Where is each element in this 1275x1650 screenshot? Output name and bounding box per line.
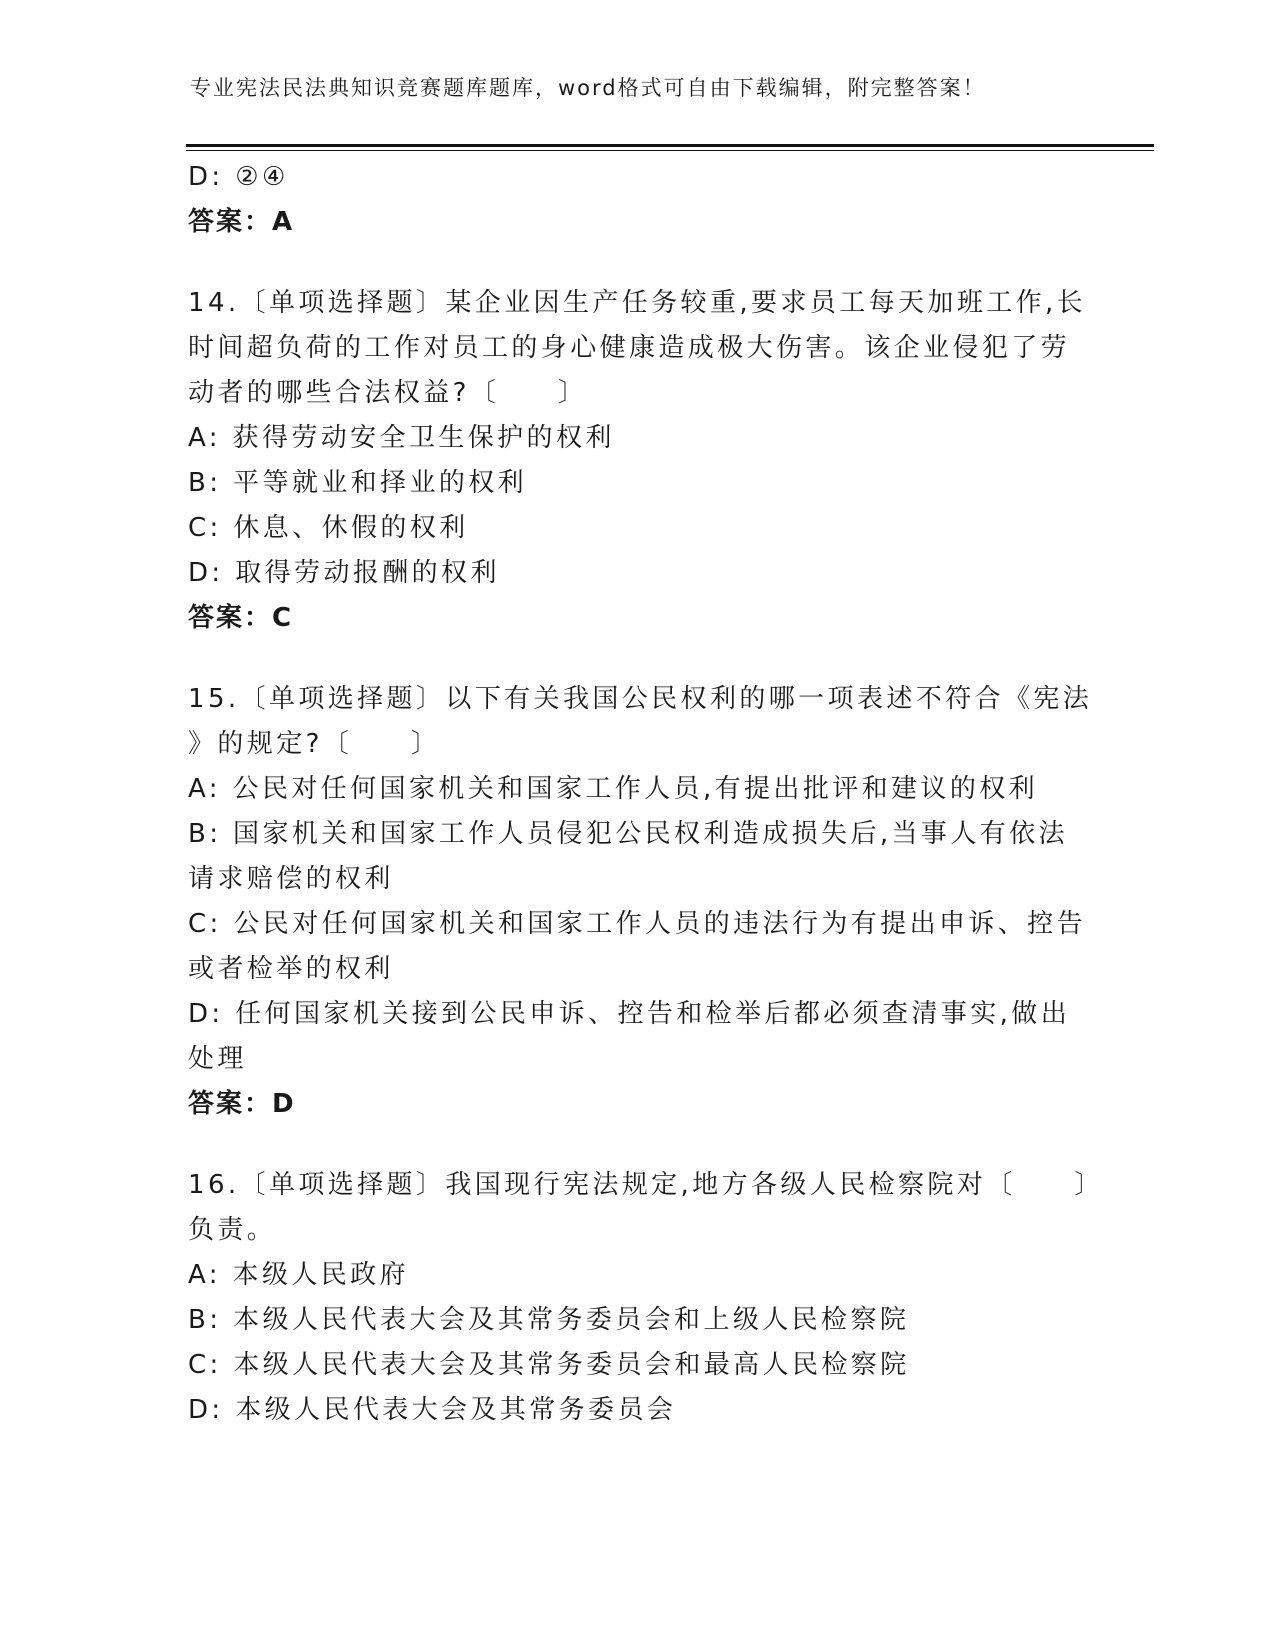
q16-stem-line-1: 16.〔单项选择题〕我国现行宪法规定,地方各级人民检察院对〔 〕 [188,1170,1104,1200]
q15-option-b: B: 国家机关和国家工作人员侵犯公民权利造成损失后,当事人有依法 [188,819,1068,849]
q14-stem-line-1: 14.〔单项选择题〕某企业因生产任务较重,要求员工每天加班工作,长 [188,288,1087,318]
q16-stem-line-2: 负责。 [188,1215,277,1245]
q16-option-b: B: 本级人民代表大会及其常务委员会和上级人民检察院 [188,1305,910,1335]
prev-option-d: D: ②④ [188,162,289,192]
q14-option-a: A: 获得劳动安全卫生保护的权利 [188,423,615,453]
q14-stem-line-2: 时间超负荷的工作对员工的身心健康造成极大伤害。该企业侵犯了劳 [188,333,1071,363]
q14-stem-line-3: 动者的哪些合法权益?〔 〕 [188,378,588,408]
q15-option-d-cont: 处理 [188,1044,247,1074]
page-header: 专业宪法民法典知识竞赛题库题库，word格式可自由下载编辑，附完整答案！ [190,76,986,100]
q14-option-c: C: 休息、休假的权利 [188,513,469,543]
q15-stem-line-2: 》的规定?〔 〕 [188,729,441,759]
q15-option-c: C: 公民对任何国家机关和国家工作人员的违法行为有提出申诉、控告 [188,909,1086,939]
header-rule-thin [186,150,1154,151]
q14-answer: 答案：C [188,603,294,633]
q15-option-c-cont: 或者检举的权利 [188,954,394,984]
prev-answer: 答案：A [188,207,295,237]
q16-option-a: A: 本级人民政府 [188,1260,409,1290]
q14-option-d: D: 取得劳动报酬的权利 [188,558,500,588]
q15-option-d: D: 任何国家机关接到公民申诉、控告和检举后都必须查清事实,做出 [188,999,1071,1029]
header-rule-thick [186,144,1154,147]
q16-option-c: C: 本级人民代表大会及其常务委员会和最高人民检察院 [188,1350,910,1380]
q15-answer: 答案：D [188,1089,296,1119]
q15-option-a: A: 公民对任何国家机关和国家工作人员,有提出批评和建议的权利 [188,774,1039,804]
q15-option-b-cont: 请求赔偿的权利 [188,864,394,894]
q16-option-d: D: 本级人民代表大会及其常务委员会 [188,1395,677,1425]
q15-stem-line-1: 15.〔单项选择题〕以下有关我国公民权利的哪一项表述不符合《宪法 [188,684,1093,714]
q14-option-b: B: 平等就业和择业的权利 [188,468,528,498]
